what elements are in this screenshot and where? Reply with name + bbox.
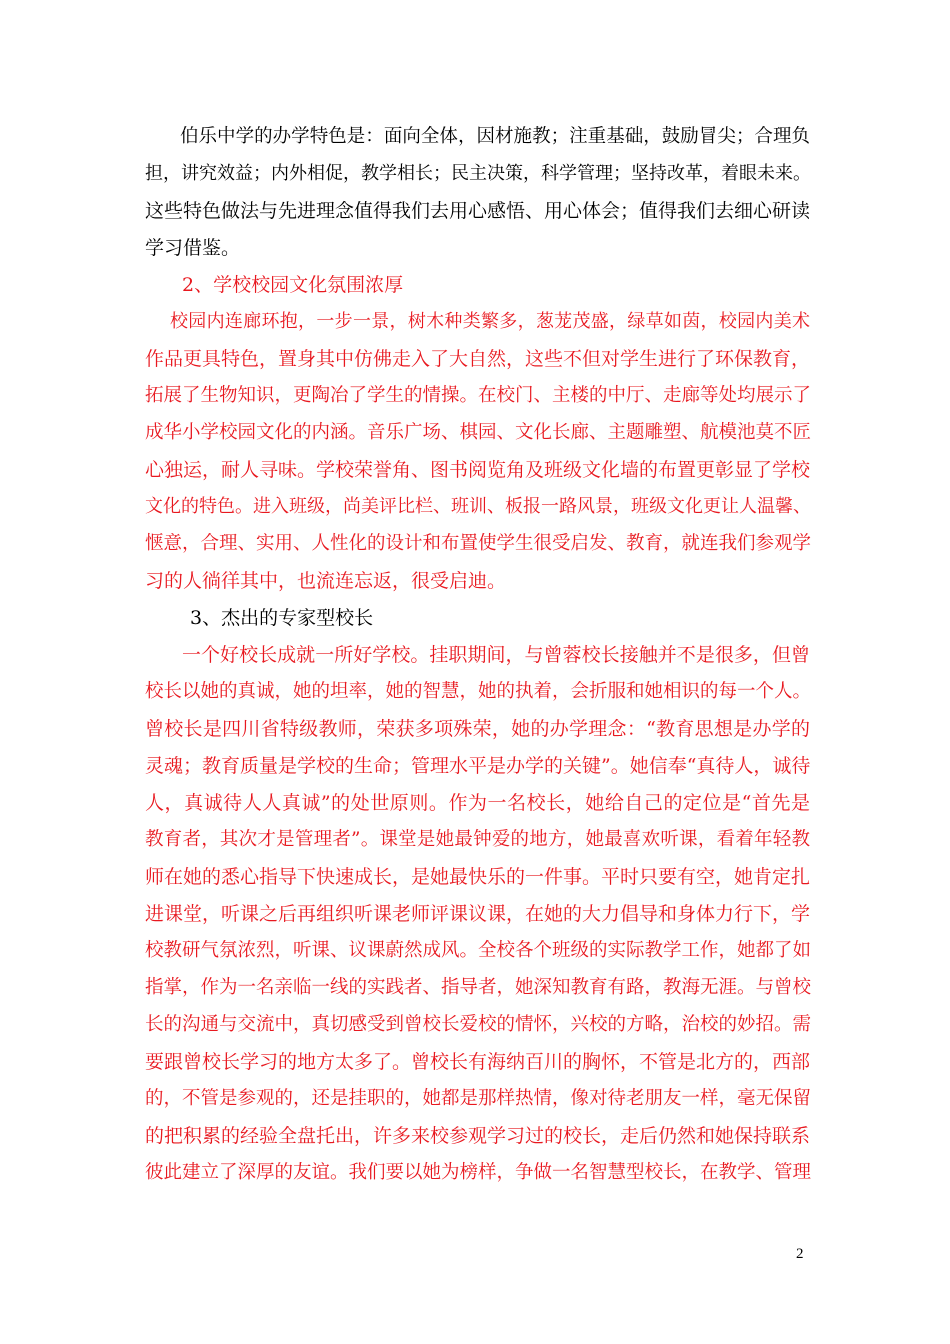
paragraph-3-line-7: 师在她的悉心指导下快速成长，是她最快乐的一件事。平时只要有空，她肯定扎 [145, 866, 811, 888]
paragraph-3-line-10: 指掌，作为一名亲临一线的实践者、指导者，她深知教育有路，教海无涯。与曾校 [145, 977, 812, 998]
paragraph-1-line-3: 这些特色做法与先进理念值得我们去用心感悟、用心体会；值得我们去细心研读 [145, 200, 811, 222]
paragraph-3-line-6: 教育者，其次才是管理者”。课堂是她最钟爱的地方，她最喜欢听课，看着年轻教 [145, 829, 810, 850]
paragraph-3-line-8: 进课堂，听课之后再组织听课老师评课议课，在她的大力倡导和身体力行下，学 [145, 903, 811, 925]
paragraph-2-line-2: 作品更具特色，置身其中仿佛走入了大自然，这些不但对学生进行了环保教育， [145, 348, 811, 370]
paragraph-3-line-14: 的把积累的经验全盘托出，许多来校参观学习过的校长，走后仍然和她保持联系 [145, 1125, 811, 1147]
paragraph-2-line-8: 习的人徜徉其中，也流连忘返，很受启迪。 [145, 570, 507, 592]
paragraph-3-line-9: 校教研气氛浓烈，听课、议课蔚然成风。全校各个班级的实际教学工作，她都了如 [145, 940, 812, 961]
paragraph-2-line-5: 心独运，耐人寻味。学校荣誉角、图书阅览角及班级文化墙的布置更彰显了学校 [145, 459, 811, 481]
paragraph-1-line-4: 学习借鉴。 [145, 237, 241, 259]
paragraph-3-line-12: 要跟曾校长学习的地方太多了。曾校长有海纳百川的胸怀，不管是北方的，西部 [145, 1051, 811, 1073]
paragraph-1-line-1: 伯乐中学的办学特色是：面向全体，因材施教；注重基础，鼓励冒尖；合理负 [180, 126, 810, 147]
paragraph-2-line-1: 校园内连廊环抱，一步一景，树木种类繁多，葱茏茂盛，绿草如茵，校园内美术 [170, 311, 810, 332]
paragraph-2-line-6: 文化的特色。进入班级，尚美评比栏、班训、板报一路风景，班级文化更让人温馨、 [145, 496, 811, 517]
paragraph-3-line-2: 校长以她的真诚，她的坦率，她的智慧，她的执着，会折服和她相识的每一个人。 [145, 681, 812, 702]
paragraph-3-line-3: 曾校长是四川省特级教师，荣获多项殊荣，她的办学理念：“教育思想是办学的 [145, 718, 810, 740]
paragraph-2-line-3: 拓展了生物知识，更陶冶了学生的情操。在校门、主楼的中厅、走廊等处均展示了 [145, 385, 812, 406]
paragraph-1-line-2: 担，讲究效益；内外相促，教学相长；民主决策，科学管理；坚持改革，着眼未来。 [145, 163, 811, 184]
paragraph-2-line-7: 惬意，合理、实用、人性化的设计和布置使学生很受启发、教育，就连我们参观学 [145, 533, 812, 554]
paragraph-2-line-4: 成华小学校园文化的内涵。音乐广场、棋园、文化长廊、主题雕塑、航模池莫不匠 [145, 422, 812, 443]
section-heading-3: 3、杰出的专家型校长 [190, 607, 374, 629]
paragraph-3-line-5: 人，真诚待人人真诚”的处世原则。作为一名校长，她给自己的定位是“首先是 [145, 792, 810, 814]
paragraph-3-line-11: 长的沟通与交流中，真切感受到曾校长爱校的情怀，兴校的方略，治校的妙招。需 [145, 1014, 812, 1035]
section-heading-2: 2、学校校园文化氛围浓厚 [182, 274, 404, 296]
paragraph-3-line-1: 一个好校长成就一所好学校。挂职期间，与曾蓉校长接触并不是很多，但曾 [182, 644, 810, 666]
paragraph-3-line-4: 灵魂；教育质量是学校的生命；管理水平是办学的关键”。她信奉“真待人，诚待 [145, 755, 811, 777]
page-number: 2 [796, 1246, 804, 1262]
paragraph-3-line-15: 彼此建立了深厚的友谊。我们要以她为榜样，争做一名智慧型校长，在教学、管理 [145, 1162, 812, 1183]
paragraph-3-line-13: 的，不管是参观的，还是挂职的，她都是那样热情，像对待老朋友一样，毫无保留 [145, 1088, 812, 1109]
